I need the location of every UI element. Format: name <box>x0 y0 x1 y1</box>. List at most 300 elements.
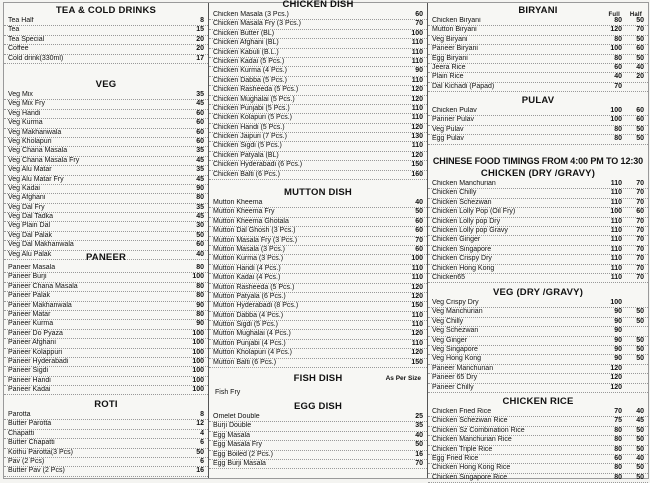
section-title: PANEER <box>85 252 127 263</box>
menu-item-price-half <box>622 374 644 382</box>
menu-item-price: 100 <box>192 367 204 375</box>
menu-item-name: Egg Fried Rice <box>432 454 479 462</box>
menu-item-row <box>209 413 427 422</box>
menu-item-name: Veg Chana Masala Fry <box>8 156 80 164</box>
menu-item-price-half: 70 <box>636 255 644 263</box>
menu-item-name: Mutton Kholapuri (4 Pcs.) <box>213 349 292 357</box>
menu-item-price-full: 100 <box>610 208 622 216</box>
menu-item-row <box>209 39 427 48</box>
menu-item-price: 60 <box>196 119 204 127</box>
half-header: Half <box>629 12 642 18</box>
menu-item-row <box>4 273 208 282</box>
menu-item-row <box>428 73 648 82</box>
menu-item-row <box>209 340 427 349</box>
menu-item-price: 17 <box>196 54 204 62</box>
menu-item-price: 50 <box>196 448 204 456</box>
menu-item-name: Chicken Singapore Rice <box>432 473 508 481</box>
veg-dry-gravy-section <box>428 287 648 393</box>
menu-item-price-full: 40 <box>614 73 622 81</box>
menu-item-row <box>209 321 427 330</box>
menu-item-name: Paneer Kolappuri <box>8 348 63 356</box>
menu-item-price: 40 <box>415 431 423 439</box>
menu-item-name: Veg Hong Kong <box>432 355 482 363</box>
menu-item-row <box>428 135 648 144</box>
menu-item-name: Veg Kadai <box>8 184 40 192</box>
menu-item-row <box>4 166 208 175</box>
section-title: VEG (DRY /GRAVY) <box>492 287 584 298</box>
menu-item-price: 8 <box>200 411 204 418</box>
menu-item-price: 20 <box>196 45 204 53</box>
menu-item-row <box>4 100 208 109</box>
menu-item-price: 20 <box>196 35 204 43</box>
menu-item-row <box>428 474 648 483</box>
menu-item-row <box>209 86 427 95</box>
full-header: Full <box>608 12 620 18</box>
menu-item-row <box>428 45 648 54</box>
menu-item-price-half: 45 <box>636 417 644 425</box>
menu-item-name: Omelet Double <box>213 413 260 420</box>
menu-item-price-half: 70 <box>636 264 644 272</box>
menu-item-row <box>4 204 208 213</box>
section-title: FISH DISH <box>293 373 343 384</box>
menu-item-row <box>4 17 208 26</box>
menu-item-price: 15 <box>196 26 204 34</box>
menu-item-name: Burji Double <box>213 422 252 430</box>
menu-item-name: Chicken Hong Kong Rice <box>432 464 511 472</box>
menu-item-name: Coffee <box>8 45 29 53</box>
menu-item-price-full: 90 <box>614 317 622 325</box>
menu-item-price-half: 70 <box>636 180 644 187</box>
menu-item-row <box>4 110 208 119</box>
menu-item-row <box>428 337 648 346</box>
menu-item-row <box>428 346 648 355</box>
menu-column-middle <box>209 0 428 478</box>
section-title: CHICKEN DISH <box>282 0 354 10</box>
menu-item-price-half: 50 <box>636 355 644 363</box>
menu-item-price-full: 90 <box>614 336 622 344</box>
menu-item-row <box>209 274 427 283</box>
menu-item-name: Chicken Patyala (BL) <box>213 151 279 159</box>
menu-item-price-half: 50 <box>636 464 644 472</box>
menu-item-price: 70 <box>415 459 423 467</box>
menu-item-price: 4 <box>200 429 204 437</box>
menu-item-price-full: 80 <box>614 464 622 472</box>
menu-item-price: 110 <box>411 48 423 56</box>
menu-item-price: 35 <box>415 422 423 430</box>
menu-item-name: Egg Boiled (2 Pcs.) <box>213 450 273 458</box>
menu-item-name: Veg Dal Makhanwala <box>8 241 74 249</box>
menu-item-row <box>428 246 648 255</box>
menu-item-row <box>4 157 208 166</box>
menu-item-name: Chicken Masala Fry (3 Pcs.) <box>213 20 301 28</box>
menu-item-name: Paneer Burji <box>8 273 47 281</box>
menu-item-row <box>4 386 208 395</box>
menu-item-price: 30 <box>196 222 204 230</box>
menu-item-price: 100 <box>192 348 204 356</box>
menu-item-price-half <box>622 384 644 392</box>
menu-item-price: 110 <box>411 76 423 84</box>
menu-item-row <box>428 455 648 464</box>
menu-item-row <box>428 36 648 45</box>
menu-item-name: Paneer Manchurian <box>432 364 494 372</box>
menu-item-name: Chicken Biryani <box>432 17 481 24</box>
menu-item-price-half: 70 <box>636 236 644 244</box>
section-title: CHICKEN (DRY /GRAVY) <box>480 168 596 179</box>
menu-item-row <box>209 422 427 431</box>
menu-item-row <box>209 142 427 151</box>
menu-item-price-half: 50 <box>636 317 644 325</box>
menu-item-row <box>4 36 208 45</box>
section-title: ROTI <box>94 399 118 410</box>
menu-item-row <box>209 359 427 368</box>
menu-item-row <box>4 330 208 339</box>
menu-item-price-half: 60 <box>636 208 644 216</box>
menu-item-price: 150 <box>411 302 423 310</box>
menu-item-price-half: 50 <box>636 345 644 353</box>
menu-item-name: Chicken Hong Kong <box>432 264 495 272</box>
menu-item-row <box>4 55 208 64</box>
menu-item-price: 100 <box>411 255 423 263</box>
roti-section <box>4 399 208 477</box>
menu-item-price: 120 <box>411 123 423 131</box>
menu-item-price-full: 110 <box>610 189 622 197</box>
menu-item-name: Chicken Kolapuri (5 Pcs.) <box>213 114 292 122</box>
menu-item-name: Parotta <box>8 411 31 418</box>
menu-item-price-full: 110 <box>610 217 622 225</box>
menu-item-price: 100 <box>192 339 204 347</box>
menu-item-row <box>209 124 427 133</box>
menu-item-row <box>209 265 427 274</box>
menu-item-name: Cold drink(330ml) <box>8 54 64 62</box>
menu-item-name: Chicken Chilly <box>432 189 477 197</box>
menu-item-name: Mutton Mughalai (4 Pcs.) <box>213 330 291 338</box>
chicken-dry-gravy-section <box>428 168 648 283</box>
menu-item-row <box>4 222 208 231</box>
menu-item-row <box>428 189 648 198</box>
menu-item-name: Chicken Ginger <box>432 236 481 244</box>
menu-item-row <box>4 349 208 358</box>
menu-item-row <box>428 436 648 445</box>
menu-item-price: 60 <box>196 241 204 249</box>
menu-item-price: 100 <box>192 357 204 365</box>
menu-item-name: Veg Schezwan <box>432 327 479 335</box>
menu-item-row <box>209 67 427 76</box>
paneer-section <box>4 252 208 395</box>
menu-item-row <box>428 107 648 116</box>
menu-item-name: Chicken Kadai (5 Pcs.) <box>213 57 285 65</box>
menu-item-price: 110 <box>411 114 423 122</box>
fish-fry-item: Fish Fry <box>215 389 241 396</box>
menu-item-name: Tea Special <box>8 35 45 43</box>
menu-item-price-full: 60 <box>614 63 622 71</box>
menu-item-price-full: 90 <box>614 355 622 363</box>
menu-item-price-half: 50 <box>636 54 644 62</box>
menu-item-row <box>4 377 208 386</box>
fish-dish-section <box>209 373 427 397</box>
menu-item-row <box>428 365 648 374</box>
menu-item-name: Chicken Manchurian <box>432 180 496 187</box>
menu-item-price-half <box>622 327 644 335</box>
menu-item-row <box>209 349 427 358</box>
menu-item-price: 50 <box>415 208 423 216</box>
menu-item-row <box>428 408 648 417</box>
menu-item-price: 35 <box>196 147 204 155</box>
menu-item-price: 60 <box>196 137 204 145</box>
menu-item-price: 110 <box>411 104 423 112</box>
menu-item-price-full: 110 <box>610 273 622 281</box>
menu-item-name: Chicken Balti (6 Pcs.) <box>213 170 280 178</box>
menu-item-price-full: 80 <box>614 426 622 434</box>
menu-board <box>3 2 649 479</box>
menu-item-name: Butter Pav (2 Pcs) <box>8 467 65 475</box>
menu-item-name: Veg Alu Matar Fry <box>8 175 64 183</box>
menu-item-row <box>428 199 648 208</box>
menu-item-row <box>209 58 427 67</box>
menu-item-row <box>209 105 427 114</box>
menu-item-name: Egg Burji Masala <box>213 459 266 467</box>
menu-item-name: Veg Chana Masala <box>8 147 68 155</box>
menu-item-name: Paneer Masala <box>8 264 56 271</box>
menu-item-name: Veg Dal Palak <box>8 231 52 239</box>
menu-item-price-full: 80 <box>614 436 622 444</box>
menu-item-price-half: 70 <box>636 189 644 197</box>
menu-item-price-full: 110 <box>610 226 622 234</box>
menu-item-price: 60 <box>196 128 204 136</box>
menu-item-name: Paneer Biryani <box>432 45 478 53</box>
menu-item-price-half: 70 <box>636 273 644 281</box>
menu-item-name: Chicken Jaipuri (7 Pcs.) <box>213 133 287 141</box>
section-title: EGG DISH <box>293 401 343 412</box>
menu-item-name: Dal Kichadi (Papad) <box>432 82 495 90</box>
menu-item-name: Veg Crispy Dry <box>432 299 479 306</box>
menu-item-row <box>4 439 208 448</box>
menu-item-price: 12 <box>196 420 204 428</box>
menu-item-price-full: 120 <box>610 364 622 372</box>
menu-item-name: Paneer Palak <box>8 292 51 300</box>
menu-item-name: Veg Alu Palak <box>8 250 52 258</box>
menu-item-name: Chicken Dabba (5 Pcs.) <box>213 76 287 84</box>
menu-item-name: Veg Handi <box>8 109 41 117</box>
menu-item-row <box>209 199 427 208</box>
menu-item-row <box>4 241 208 250</box>
menu-item-price-half: 70 <box>636 198 644 206</box>
menu-item-row <box>209 152 427 161</box>
menu-item-name: Veg Alu Matar <box>8 166 52 174</box>
menu-item-price: 120 <box>411 292 423 300</box>
menu-item-price-half: 70 <box>636 26 644 34</box>
menu-item-name: Veg Dal Tadka <box>8 213 54 221</box>
menu-item-name: Mutton Balti (6 Pcs.) <box>213 358 277 366</box>
menu-item-row <box>4 264 208 273</box>
menu-item-price-full: 80 <box>614 54 622 62</box>
menu-item-name: Chicken Lolly Pop (Oil Fry) <box>432 208 516 216</box>
menu-item-row <box>428 218 648 227</box>
menu-item-price: 70 <box>415 236 423 244</box>
menu-item-price: 90 <box>196 320 204 328</box>
menu-item-price-half <box>622 83 644 91</box>
menu-item-name: Veg Manchurian <box>432 308 483 316</box>
menu-item-row <box>4 311 208 320</box>
menu-item-name: Paneer Kurma <box>8 320 54 328</box>
menu-item-row <box>428 446 648 455</box>
menu-item-row <box>428 227 648 236</box>
menu-item-row <box>209 30 427 39</box>
menu-item-name: Panner Pulav <box>432 116 475 124</box>
menu-item-name: Veg Pulav <box>432 125 464 133</box>
menu-item-price: 110 <box>411 57 423 65</box>
menu-column-right <box>428 3 648 481</box>
menu-item-row <box>4 147 208 156</box>
menu-item-price: 16 <box>415 450 423 458</box>
menu-item-row <box>428 116 648 125</box>
menu-item-price: 45 <box>196 100 204 108</box>
menu-item-row <box>209 161 427 170</box>
menu-item-price: 150 <box>411 358 423 366</box>
menu-item-price-full: 75 <box>614 417 622 425</box>
menu-item-name: Egg Masala <box>213 431 250 439</box>
menu-item-row <box>4 45 208 54</box>
menu-item-row <box>428 126 648 135</box>
menu-item-price: 80 <box>196 310 204 318</box>
menu-item-row <box>209 96 427 105</box>
menu-item-row <box>209 208 427 217</box>
menu-item-price-full: 120 <box>610 383 622 391</box>
menu-item-row <box>4 194 208 203</box>
menu-item-row <box>4 185 208 194</box>
section-title: PULAV <box>521 95 555 106</box>
menu-item-price-full: 60 <box>614 454 622 462</box>
menu-item-name: Paneer Do Pyaza <box>8 329 63 337</box>
menu-item-price-half: 50 <box>636 445 644 453</box>
menu-item-name: Plain Rice <box>432 73 464 81</box>
menu-item-price-full: 110 <box>610 180 622 187</box>
menu-item-name: Mutton Sigdi (5 Pcs.) <box>213 321 278 329</box>
menu-item-name: Mutton Masala Fry (3 Pcs.) <box>213 236 298 244</box>
menu-item-name: Chicken Triple Rice <box>432 445 493 453</box>
menu-item-price-full: 120 <box>610 374 622 382</box>
menu-item-row <box>209 237 427 246</box>
menu-item-row <box>4 449 208 458</box>
chicken-dish-section <box>209 0 427 180</box>
menu-item-price: 100 <box>192 329 204 337</box>
section-title: TEA & COLD DRINKS <box>55 5 157 16</box>
menu-item-name: Chicken Sigdi (5 Pcs.) <box>213 142 282 150</box>
veg-section <box>4 79 208 260</box>
menu-item-price-half: 50 <box>636 135 644 143</box>
menu-item-name: Chicken Pulav <box>432 107 477 114</box>
chinese-timing-text: CHINESE FOOD TIMINGS FROM 4:00 PM TO 12:30 <box>432 156 644 166</box>
menu-item-row <box>4 467 208 476</box>
menu-item-price: 120 <box>411 151 423 159</box>
menu-item-row <box>4 458 208 467</box>
menu-item-row <box>209 20 427 29</box>
menu-item-name: Chicken Mughalai (5 Pcs.) <box>213 95 295 103</box>
menu-item-name: Chicken Fried Rice <box>432 408 492 415</box>
menu-item-price-half: 50 <box>636 308 644 316</box>
menu-column-left <box>4 3 209 478</box>
menu-item-row <box>209 460 427 469</box>
menu-item-price: 40 <box>196 250 204 258</box>
menu-item-row <box>209 49 427 58</box>
menu-item-price-full: 70 <box>614 408 622 415</box>
menu-item-price-half: 20 <box>636 73 644 81</box>
menu-item-price: 25 <box>415 413 423 420</box>
menu-item-price-half: 50 <box>636 17 644 24</box>
menu-item-price: 35 <box>196 203 204 211</box>
tea-section <box>4 5 208 64</box>
menu-item-name: Mutton Dabba (4 Pcs.) <box>213 311 284 319</box>
menu-item-row <box>428 255 648 264</box>
menu-item-name: Veg Singapore <box>432 345 478 353</box>
menu-item-row <box>428 464 648 473</box>
menu-item-name: Paneer Kadai <box>8 386 51 394</box>
menu-item-name: Mutton Masala (3 Pcs.) <box>213 245 285 253</box>
menu-item-price-half: 50 <box>636 426 644 434</box>
menu-item-price: 50 <box>415 441 423 449</box>
menu-item-price-full: 120 <box>610 26 622 34</box>
menu-item-name: Chicken Masala (3 Pcs.) <box>213 11 289 18</box>
menu-item-name: Chicken Singapore <box>432 245 492 253</box>
menu-item-row <box>209 171 427 180</box>
menu-item-name: Chicken Kabuli (B.L.) <box>213 48 279 56</box>
menu-item-price-full: 100 <box>610 299 622 306</box>
menu-item-name: Mutton Biryani <box>432 26 477 34</box>
menu-item-name: Chicken Schezwan <box>432 198 492 206</box>
menu-item-row <box>4 302 208 311</box>
menu-item-price: 120 <box>411 86 423 94</box>
menu-item-price: 35 <box>196 91 204 98</box>
menu-item-name: Butter Chapatti <box>8 439 55 447</box>
menu-item-row <box>209 312 427 321</box>
menu-item-row <box>4 91 208 100</box>
menu-item-price: 35 <box>196 166 204 174</box>
menu-item-row <box>428 236 648 245</box>
menu-item-price: 150 <box>411 161 423 169</box>
menu-item-price-half: 60 <box>636 107 644 114</box>
menu-item-row <box>428 55 648 64</box>
menu-item-price-full: 80 <box>614 445 622 453</box>
menu-item-price-half <box>622 365 644 373</box>
menu-item-row <box>209 11 427 20</box>
menu-item-row <box>4 232 208 241</box>
menu-item-name: Butter Parotta <box>8 420 52 428</box>
menu-item-price-full: 80 <box>614 473 622 481</box>
menu-item-row <box>209 451 427 460</box>
menu-item-row <box>4 430 208 439</box>
menu-item-price-half: 60 <box>636 116 644 124</box>
biryani-title: BIRYANI <box>518 5 558 16</box>
menu-item-row <box>4 411 208 420</box>
menu-item-name: Veg Mix <box>8 91 33 98</box>
menu-item-price-half: 40 <box>636 408 644 415</box>
section-title: MUTTON DISH <box>284 187 352 198</box>
menu-item-name: Paneer Afghani <box>8 339 56 347</box>
menu-item-price: 110 <box>411 142 423 150</box>
menu-item-price: 70 <box>415 20 423 28</box>
menu-item-price: 110 <box>411 311 423 319</box>
menu-item-name: Veg Dal Fry <box>8 203 45 211</box>
menu-item-price-full: 110 <box>610 264 622 272</box>
menu-item-name: Chicken Punjabi (5 Pcs.) <box>213 104 290 112</box>
menu-item-name: Paneer Chana Masala <box>8 282 78 290</box>
menu-item-row <box>4 320 208 329</box>
menu-item-row <box>428 83 648 92</box>
menu-item-name: Mutton Kurma (3 Pcs.) <box>213 255 284 263</box>
menu-item-row <box>4 283 208 292</box>
menu-item-price: 16 <box>196 467 204 475</box>
menu-item-price-full: 110 <box>610 198 622 206</box>
menu-item-price: 45 <box>196 213 204 221</box>
